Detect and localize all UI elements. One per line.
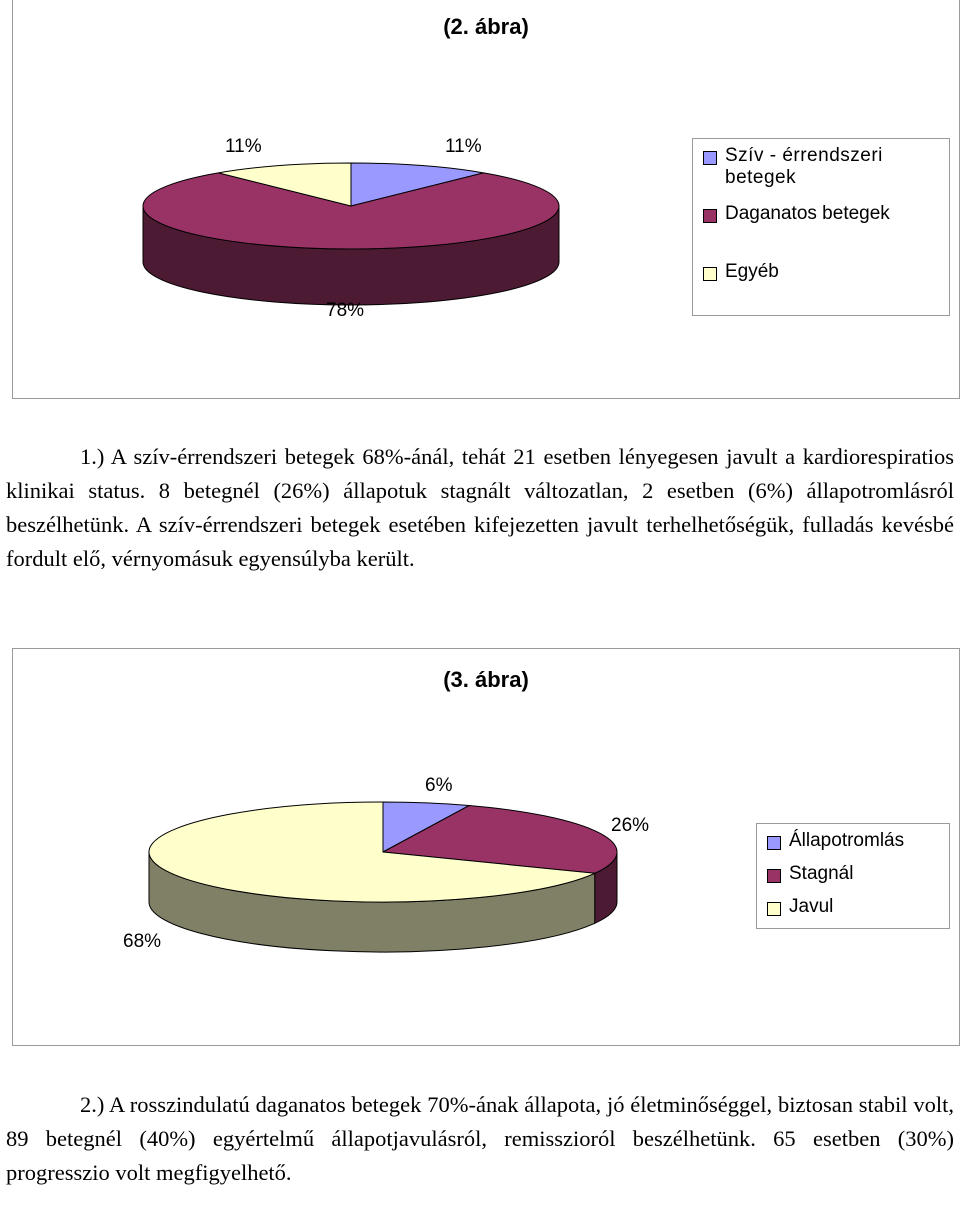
pie-chart-diagnosis (12, 0, 960, 399)
body-paragraph-2 (6, 1088, 954, 1190)
legend-swatch (767, 869, 781, 883)
legend-label: Daganatos betegek (725, 203, 890, 224)
legend-item (767, 830, 904, 852)
legend-swatch (703, 209, 717, 223)
legend-item (767, 863, 853, 885)
legend-swatch (767, 902, 781, 916)
value-label-improved: 68% (123, 931, 162, 952)
value-label-stagnant: 26% (611, 815, 650, 836)
pie-chart-svg (13, 649, 753, 1041)
legend-swatch (703, 267, 717, 281)
legend-label: Szív - érrendszeri betegek (725, 145, 883, 188)
chart-title: (2. ábra) (443, 14, 529, 39)
pie-chart-outcome (12, 648, 960, 1046)
body-paragraph-1 (6, 440, 954, 576)
legend-label: Állapotromlás (789, 830, 905, 851)
chart-legend (756, 823, 950, 929)
legend-label: Javul (789, 896, 834, 917)
legend-label: Stagnál (789, 863, 854, 884)
legend-swatch (703, 151, 717, 165)
chart-title: (3. ábra) (443, 667, 529, 692)
legend-item (703, 203, 890, 225)
legend-item (703, 261, 779, 283)
value-label-heart: 11% (445, 136, 482, 157)
legend-label: Egyéb (725, 261, 779, 282)
legend-item (767, 896, 833, 918)
value-label-other: 11% (225, 136, 262, 157)
legend-swatch (767, 836, 781, 850)
paragraph-text: 2.) A rosszindulatú daganatos betegek 70%-ának állapota, jó életminőséggel, biztosan stabil volt, 89 betegnél (40%) egyértelmű állapotjavulásról, remisszioról beszélhetünk. 65 esetben (30%) progresszio volt megfigyelhető. (6, 1092, 954, 1185)
paragraph-text: 1.) A szív-érrendszeri betegek 68%-ánál, tehát 21 esetben lényegesen javult a kardiorespiratios klinikai status. 8 betegnél (26%) állapotuk stagnált változatlan, 2 esetben (6%) állapotromlásról beszélhetünk. A szív-érrendszeri betegek esetében kifejezetten javult terhelhetőségük, fulladás kevésbé fordult elő, vérnyomásuk egyensúlyba került. (6, 444, 954, 571)
value-label-cancer: 78% (326, 300, 365, 321)
pie-chart-svg (13, 0, 693, 396)
value-label-worsened: 6% (425, 775, 453, 796)
legend-item (703, 145, 935, 189)
chart-legend (692, 138, 950, 316)
